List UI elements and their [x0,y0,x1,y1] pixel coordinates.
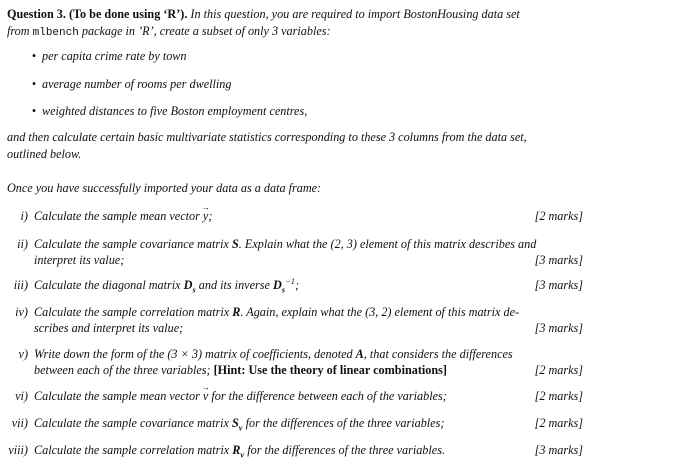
item-iii [0,275,681,295]
item-text: Calculate the sample covariance matrix $S_v$ for the differences of the three variables; [34,416,445,433]
question-label: Question 3. [7,7,66,21]
item-text: Calculate the sample mean vector → y; [34,209,584,224]
bullet-dot-icon: • [31,104,37,118]
item-number: vi) [15,389,28,403]
item-number: viii) [8,443,28,457]
bullet-text: per capita crime rate by town [42,49,187,63]
question-intro-line-1 [7,7,520,22]
item-number: iii) [13,278,28,292]
item-number: i) [20,209,28,223]
bullet-text: weighted distances to five Boston employment centres, [42,104,308,118]
question-intro-text-2: package in ’R’, create a subset of only 3 variables: [81,24,331,38]
item-text: Calculate the sample correlation matrix R. Again, explain what the (3, 2) element of this matrix de- [34,305,520,319]
bullet-item-1 [0,49,681,64]
bullet-item-3 [0,104,681,119]
item-marks: [2 marks] [534,209,583,223]
item-marks: [3 marks] [534,321,583,335]
item-viii [0,443,681,458]
bullet-text: average number of rooms per dwelling [42,77,232,91]
item-iv [0,305,681,337]
item-text: Calculate the sample correlation matrix $R_v$ for the differences of the three variables. [34,443,445,460]
question-condition: (To be done using ‘R’). [68,7,188,21]
item-marks: [2 marks] [534,389,583,403]
hint-text: [Hint: Use the theory of linear combinations] [213,363,447,377]
item-vi [0,389,681,404]
item-marks: [3 marks] [534,443,583,457]
item-text-continued: scribes and interpret its value; [34,321,184,335]
once-imported-text: Once you have successfully imported your data as a data frame: [7,181,322,195]
item-text-continued: interpret its value; [34,253,125,267]
bullet-dot-icon: • [31,49,37,63]
after-bullets-line-1: and then calculate certain basic multivariate statistics corresponding to these 3 columns from the data set, [7,130,527,144]
question-intro-text-1: In this question, you are required to import BostonHousing data set [190,7,520,21]
item-ii [0,237,681,269]
item-vii [0,416,681,431]
y-bar-vector-symbol: → y [203,209,208,224]
item-v [0,347,681,379]
after-bullets-line-2: outlined below. [7,147,82,161]
item-marks: [2 marks] [534,416,583,430]
item-text-continued: between each of the three variables; [Hint: Use the theory of linear combinations] [34,363,447,377]
item-number: v) [18,347,28,361]
item-i [0,209,681,224]
item-marks: [3 marks] [534,278,583,292]
item-number: vii) [11,416,28,430]
item-number: ii) [17,237,28,251]
item-text: Write down the form of the (3 × 3) matrix of coefficients, denoted A, that considers the differences [34,347,513,361]
bullet-item-2 [0,77,681,92]
bullet-dot-icon: • [31,77,37,91]
item-number: iv) [15,305,28,319]
item-text: Calculate the sample covariance matrix S. Explain what the (2, 3) element of this matrix describes and [34,237,537,251]
item-text: Calculate the diagonal matrix $D_s$ and its inverse $D_s^{-1}$; [34,275,300,295]
question-intro-from: from [7,24,30,38]
item-marks: [3 marks] [534,253,583,267]
item-marks: [2 marks] [534,363,583,377]
item-text: Calculate the sample mean vector → v for the difference between each of the variables; [34,389,584,404]
question-intro-line-2 [7,24,331,41]
package-name: mlbench [32,27,79,39]
v-bar-vector-symbol: → v [203,389,208,404]
